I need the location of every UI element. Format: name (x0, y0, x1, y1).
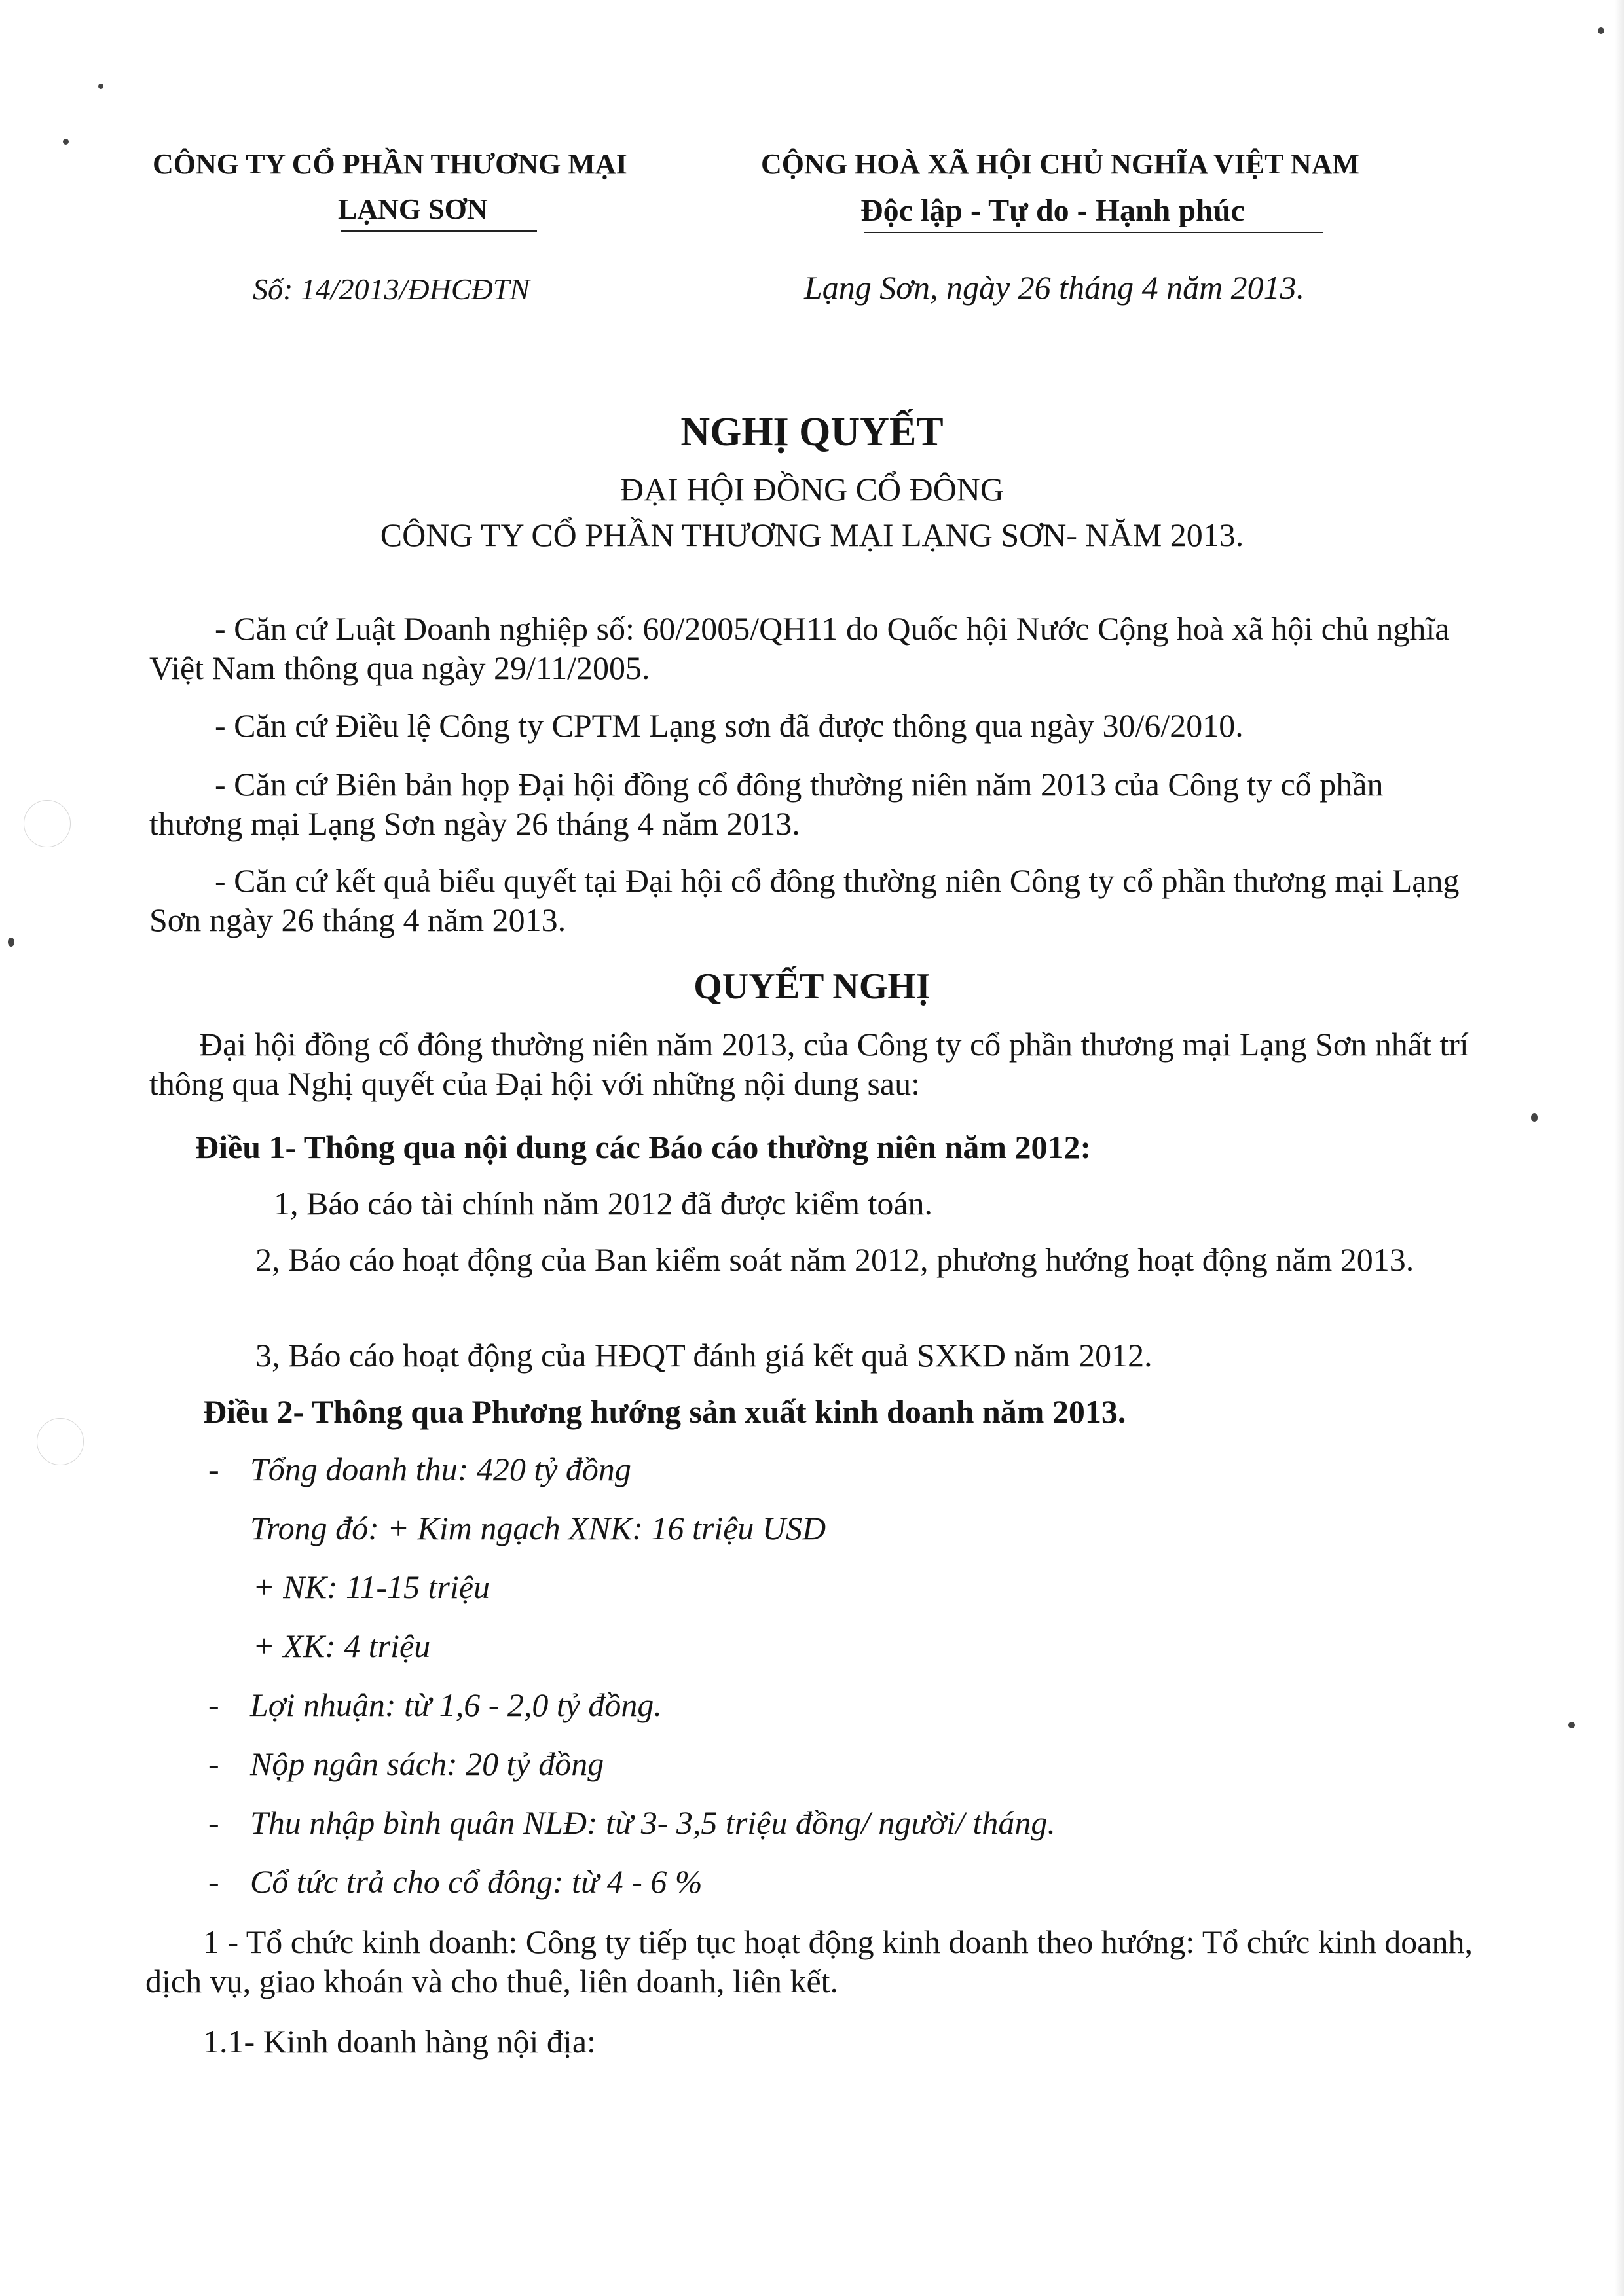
bullet-dash: - (208, 1863, 219, 1900)
document-number: Số: 14/2013/ĐHCĐTN (253, 272, 530, 306)
article1-item: 1, Báo cáo tài chính năm 2012 đã được kiểm toán. (274, 1185, 933, 1222)
nation-title: CỘNG HOÀ XÃ HỘI CHỦ NGHĨA VIỆT NAM (761, 148, 1359, 180)
scan-speck (98, 84, 103, 89)
article1-title: Điều 1- Thông qua nội dung các Báo cáo thường niên năm 2012: (195, 1129, 1092, 1165)
basis-paragraph: - Căn cứ Điều lệ Công ty CPTM Lạng sơn đã được thông qua ngày 30/6/2010. (215, 707, 1244, 744)
punch-hole (24, 800, 71, 847)
target-dividend: Cổ tức trả cho cổ đông: từ 4 - 6 % (250, 1863, 703, 1900)
company-name-line2: LẠNG SƠN (338, 193, 488, 225)
page-edge-shadow (1615, 0, 1624, 2296)
nation-motto: Độc lập - Tự do - Hạnh phúc (860, 193, 1245, 228)
target-export: + XK: 4 triệu (253, 1628, 431, 1664)
company-underline (341, 230, 537, 232)
motto-underline (864, 232, 1323, 233)
article1-item: 3, Báo cáo hoạt động của HĐQT đánh giá kết quả SXKD năm 2012. (255, 1337, 1153, 1374)
section1-business-organization: 1 - Tổ chức kinh doanh: Công ty tiếp tục hoạt động kinh doanh theo hướng: Tổ chức kinh doanh, dịch vụ, giao khoán và cho thuê, liên doanh, liên kết. (145, 1923, 1473, 1999)
target-import: + NK: 11-15 triệu (253, 1569, 490, 1605)
bullet-dash: - (208, 1686, 219, 1723)
bullet-dash: - (208, 1451, 219, 1487)
target-trade-turnover: Trong đó: + Kim ngạch XNK: 16 triệu USD (250, 1510, 826, 1546)
document-title: NGHỊ QUYẾT (680, 410, 944, 454)
scan-speck (1598, 27, 1604, 34)
bullet-dash: - (208, 1745, 219, 1782)
scan-speck (63, 139, 69, 145)
place-date: Lạng Sơn, ngày 26 tháng 4 năm 2013. (804, 269, 1305, 306)
article1-item: 2, Báo cáo hoạt động của Ban kiểm soát năm 2012, phương hướng hoạt động năm 2013. (255, 1241, 1414, 1278)
basis-paragraph: - Căn cứ kết quả biểu quyết tại Đại hội cổ đông thường niên Công ty cổ phần thương mại Lạng Sơn ngày 26 tháng 4 năm 2013. (149, 862, 1460, 938)
target-profit: Lợi nhuận: từ 1,6 - 2,0 tỷ đồng. (250, 1686, 662, 1723)
target-revenue: Tổng doanh thu: 420 tỷ đồng (250, 1451, 631, 1487)
title-line2: ĐẠI HỘI ĐỒNG CỔ ĐÔNG (619, 471, 1005, 507)
target-budget-contribution: Nộp ngân sách: 20 tỷ đồng (250, 1745, 604, 1782)
punch-hole (37, 1418, 84, 1465)
bullet-dash: - (208, 1804, 219, 1841)
resolution-heading: QUYẾT NGHỊ (693, 966, 931, 1007)
target-average-income: Thu nhập bình quân NLĐ: từ 3- 3,5 triệu đồng/ người/ tháng. (250, 1804, 1056, 1841)
section1-1-domestic-trade: 1.1- Kinh doanh hàng nội địa: (203, 2023, 596, 2060)
basis-paragraph: - Căn cứ Biên bản họp Đại hội đồng cổ đông thường niên năm 2013 của Công ty cổ phần thương mại Lạng Sơn ngày 26 tháng 4 năm 2013. (149, 766, 1384, 842)
title-line3: CÔNG TY CỔ PHẦN THƯƠNG MẠI LẠNG SƠN- NĂM 2013. (380, 517, 1244, 553)
company-name-line1: CÔNG TY CỔ PHẦN THƯƠNG MẠI (153, 148, 627, 180)
scan-speck (1531, 1113, 1538, 1122)
scan-speck (8, 938, 14, 947)
basis-paragraph: - Căn cứ Luật Doanh nghiệp số: 60/2005/QH11 do Quốc hội Nước Cộng hoà xã hội chủ nghĩa Việt Nam thông qua ngày 29/11/2005. (149, 610, 1450, 686)
resolution-intro: Đại hội đồng cổ đông thường niên năm 2013, của Công ty cổ phần thương mại Lạng Sơn nhất trí thông qua Nghị quyết của Đại hội với những nội dung sau: (149, 1026, 1469, 1102)
article2-title: Điều 2- Thông qua Phương hướng sản xuất kinh doanh năm 2013. (203, 1393, 1126, 1430)
scan-speck (1568, 1722, 1575, 1728)
